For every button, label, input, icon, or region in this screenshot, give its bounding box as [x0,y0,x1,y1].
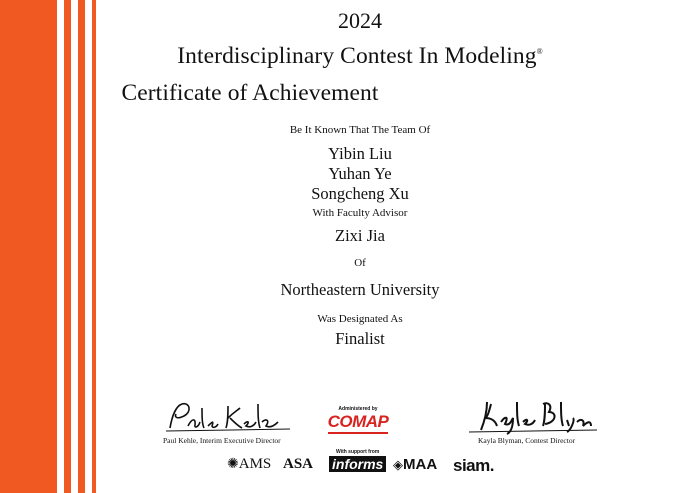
maa-icon: ◈ [393,457,403,472]
comap-underline [328,432,388,434]
team-member-1: Yibin Liu [328,144,392,163]
maa-logo [393,456,437,473]
stripe-thin-1 [64,0,71,493]
decorative-stripes [0,0,100,493]
advisor-intro: With Faculty Advisor [312,207,408,219]
team-member-2: Yuhan Ye [328,164,392,183]
stripe-thin-2 [78,0,85,493]
asa-logo: ASA [283,456,314,472]
right-signature [467,396,599,436]
left-signature-caption: Paul Kehle, Interim Executive Director [163,436,281,445]
comap-block [318,406,398,434]
right-signature-caption: Kayla Blyman, Contest Director [478,436,576,445]
of-label: Of [354,257,366,269]
informs-logo: informs [329,456,386,472]
stripe-wide [0,0,57,493]
contest-name-text: Interdisciplinary Contest In Modeling [177,43,537,69]
stripe-thin-3 [92,0,96,493]
sponsor-logos [125,456,525,482]
maa-text: MAA [403,456,438,473]
designation: Finalist [335,329,385,348]
year: 2024 [338,8,382,33]
institution: Northeastern University [280,280,440,299]
ams-icon: ✺ [227,457,239,472]
administered-by-label: Administered by [338,406,378,412]
with-support-label: With support from [336,449,380,455]
team-member-3: Songcheng Xu [311,184,409,203]
ams-logo [227,456,271,473]
contest-name [100,43,620,70]
team-intro: Be It Known That The Team Of [289,124,431,136]
registered-mark: ® [536,47,543,57]
left-signature [162,398,292,434]
ams-text: AMS [238,456,272,472]
comap-logo: COMAP [327,412,389,431]
designation-intro: Was Designated As [317,313,403,325]
certificate-heading: Certificate of Achievement [121,80,379,106]
faculty-advisor: Zixi Jia [335,226,385,245]
siam-logo: siam. [453,456,494,475]
